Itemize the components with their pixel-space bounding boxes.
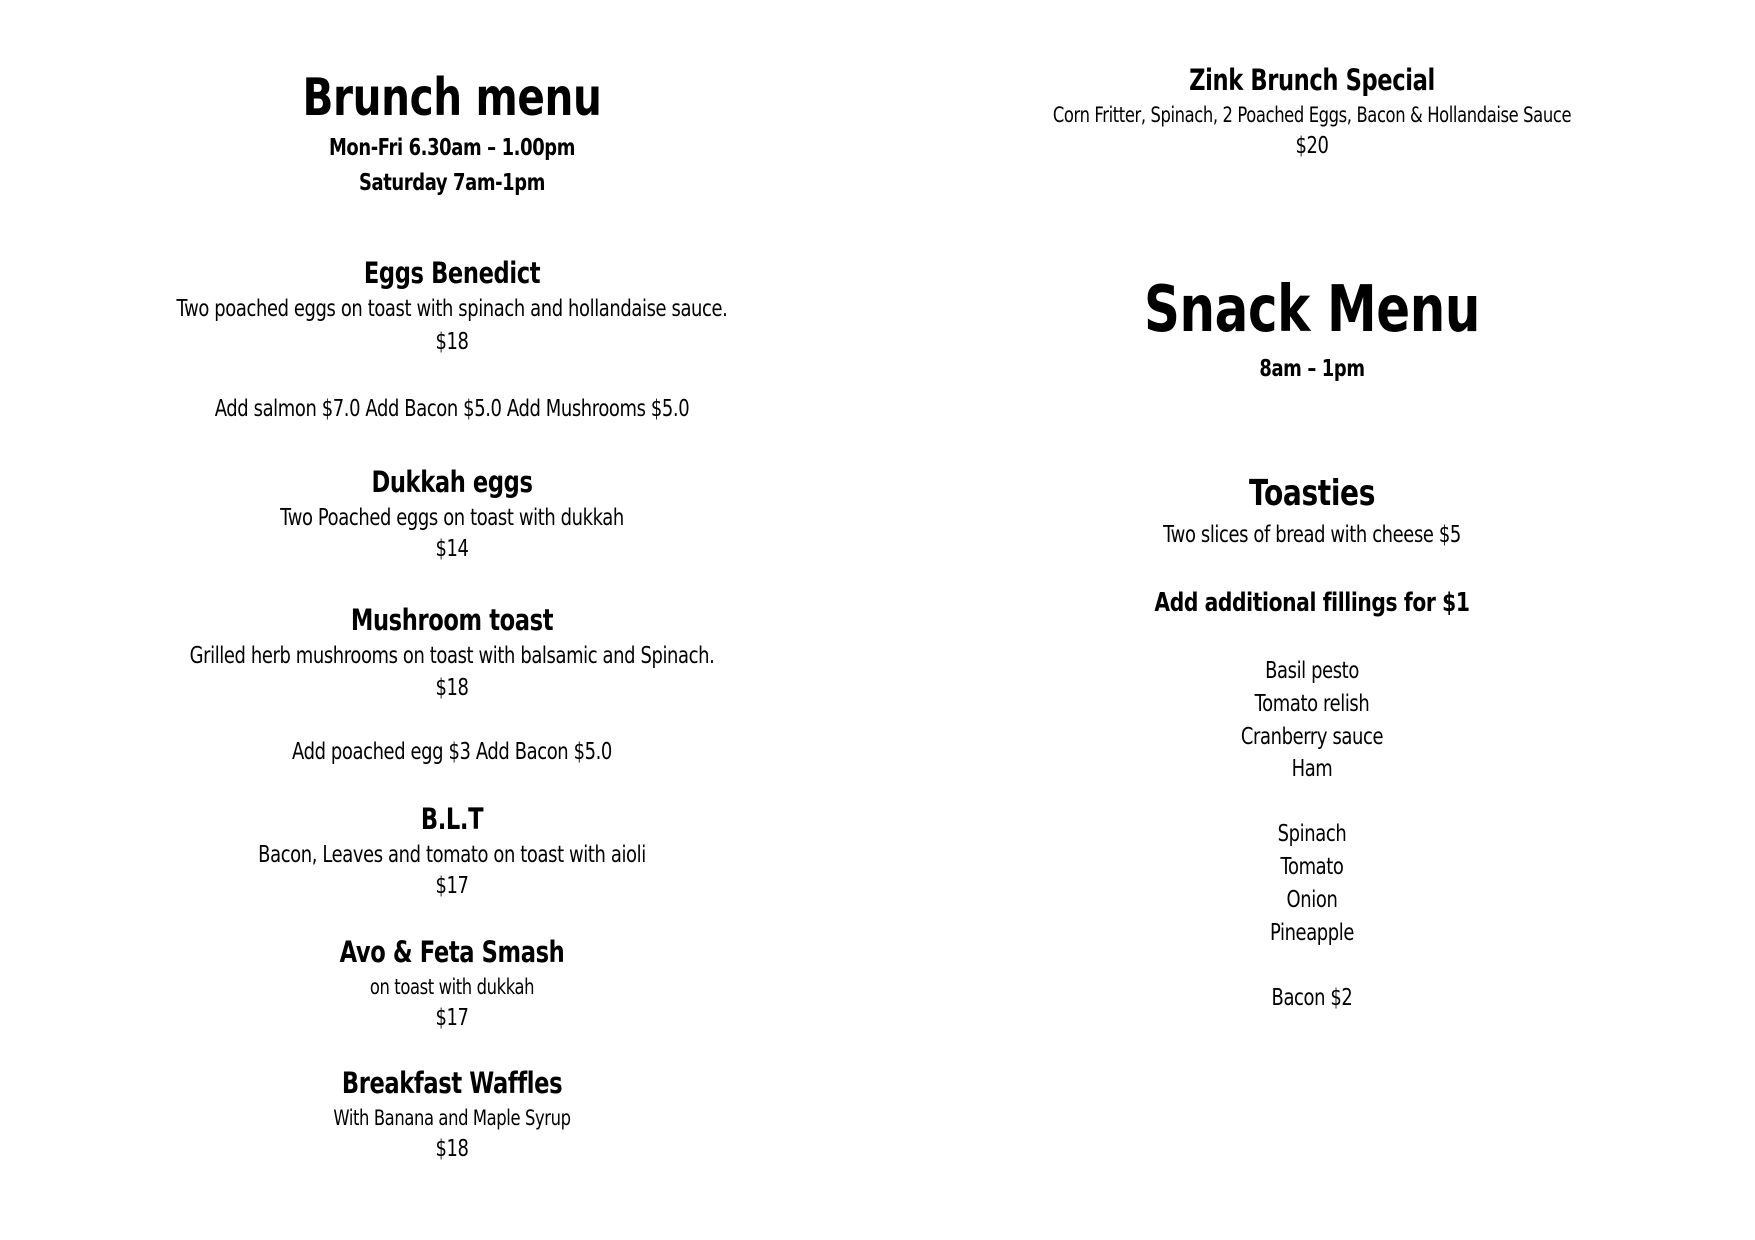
filling-bacon: Bacon $2: [1271, 985, 1353, 1011]
item-breakfast-waffles-desc: With Banana and Maple Syrup: [333, 1106, 571, 1130]
special-title: Zink Brunch Special: [1189, 63, 1435, 97]
item-mushroom-toast-extras: Add poached egg $3 Add Bacon $5.0: [292, 739, 612, 765]
item-dukkah-eggs-price: $14: [435, 536, 469, 562]
filling-item: Basil pesto: [1265, 658, 1359, 684]
filling-item: Onion: [1286, 887, 1338, 913]
item-blt-price: $17: [435, 873, 469, 899]
filling-item: Cranberry sauce: [1240, 724, 1384, 750]
brunch-hours-saturday: Saturday 7am-1pm: [358, 170, 546, 196]
item-eggs-benedict-price: $18: [435, 329, 469, 355]
item-eggs-benedict-extras: Add salmon $7.0 Add Bacon $5.0 Add Mushrooms $5.0: [214, 396, 690, 422]
item-blt-desc: Bacon, Leaves and tomato on toast with aioli: [258, 842, 646, 868]
brunch-menu-title: Brunch menu: [302, 68, 602, 128]
fillings-heading: Add additional fillings for $1: [1154, 588, 1470, 618]
item-eggs-benedict-desc: Two poached eggs on toast with spinach and hollandaise sauce.: [176, 296, 728, 322]
special-desc: Corn Fritter, Spinach, 2 Poached Eggs, Bacon & Hollandaise Sauce: [1052, 103, 1572, 127]
item-mushroom-toast-price: $18: [435, 675, 469, 701]
item-eggs-benedict-title: Eggs Benedict: [363, 256, 541, 290]
filling-item: Tomato relish: [1254, 691, 1370, 717]
item-dukkah-eggs-desc: Two Poached eggs on toast with dukkah: [280, 505, 624, 531]
item-blt-title: B.L.T: [420, 802, 484, 836]
filling-item: Spinach: [1277, 821, 1347, 847]
brunch-hours-weekday: Mon-Fri 6.30am – 1.00pm: [328, 135, 576, 161]
filling-item: Pineapple: [1269, 920, 1355, 946]
item-avo-feta-title: Avo & Feta Smash: [339, 935, 565, 969]
snack-menu-title: Snack Menu: [1143, 273, 1481, 347]
item-avo-feta-price: $17: [435, 1005, 469, 1031]
special-price: $20: [1295, 133, 1329, 159]
filling-item: Tomato: [1280, 854, 1344, 880]
snack-hours: 8am – 1pm: [1259, 356, 1365, 382]
item-mushroom-toast-title: Mushroom toast: [350, 603, 554, 637]
item-breakfast-waffles-price: $18: [435, 1136, 469, 1162]
toasties-title: Toasties: [1248, 473, 1376, 514]
item-avo-feta-desc: on toast with dukkah: [369, 975, 535, 999]
item-mushroom-toast-desc: Grilled herb mushrooms on toast with balsamic and Spinach.: [189, 643, 715, 669]
item-breakfast-waffles-title: Breakfast Waffles: [341, 1066, 563, 1100]
item-dukkah-eggs-title: Dukkah eggs: [371, 465, 533, 499]
filling-item: Ham: [1291, 756, 1333, 782]
toasties-desc: Two slices of bread with cheese $5: [1163, 522, 1461, 548]
